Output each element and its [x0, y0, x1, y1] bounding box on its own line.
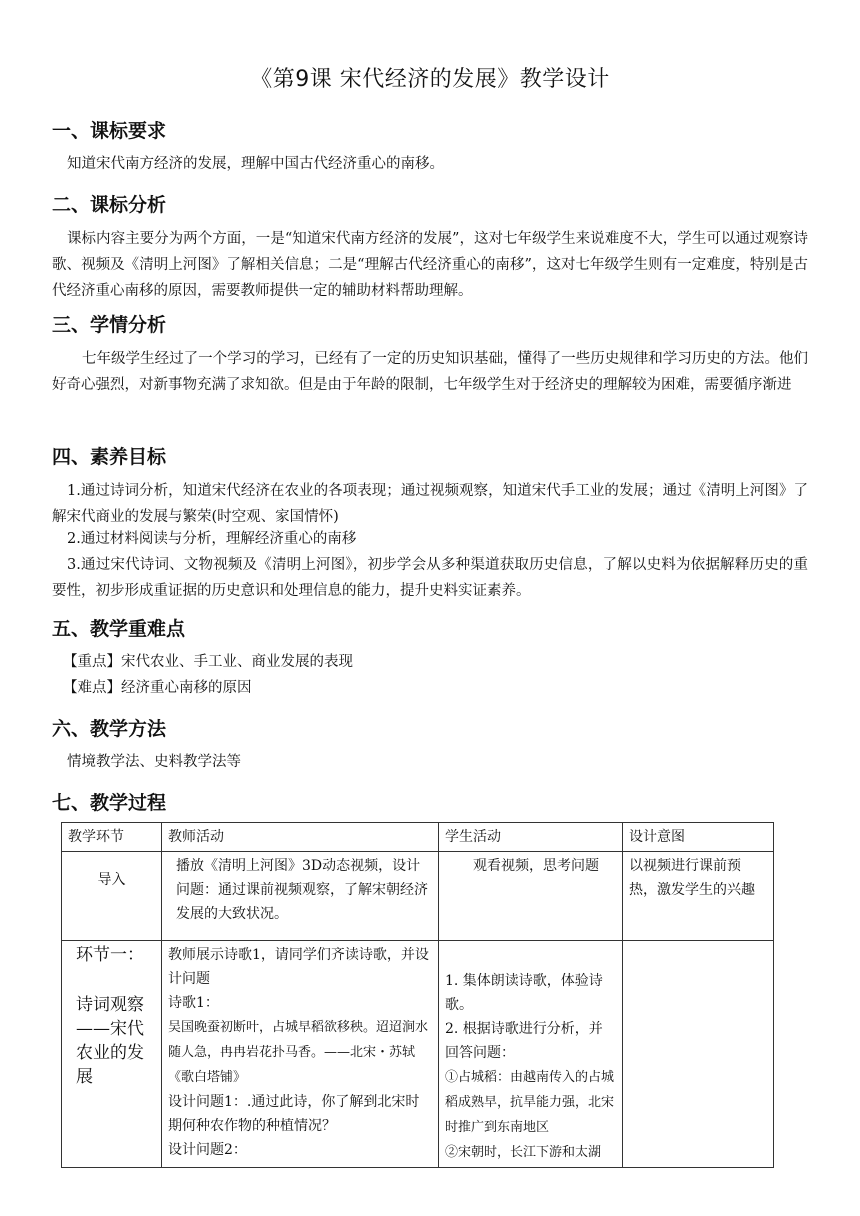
section-heading-7: 七、教学过程 — [52, 792, 167, 814]
teacher-activity-cell — [162, 941, 439, 1168]
table-header-cell: 教师活动 — [162, 823, 439, 852]
goal-item-2: 2.通过材料阅读与分析，理解经济重心的南移 — [67, 531, 357, 547]
teacher-text: 诗歌1： — [168, 995, 219, 1011]
section-heading-2: 二、课标分析 — [52, 194, 167, 216]
section-heading-4: 四、素养目标 — [52, 446, 167, 468]
goal-item-3: 3.通过宋代诗词、文物视频及《清明上河图》，初步学会从多种渠道获取历史信息，了解以史料为依据解释历史的重要性，初步形成重证据的历史意识和处理信息的能力，提升史料实证素养。 — [52, 557, 808, 599]
table-header-cell: 教学环节 — [62, 823, 162, 852]
teacher-text: 教师展示诗歌1，请同学们齐读诗歌，并设计问题 — [168, 947, 429, 987]
design-intent-cell — [623, 941, 774, 1168]
poem-text: 吴国晚蚕初断叶，占城早稻欲移秧。迢迢涧水随人急，冉冉岩花扑马香。——北宋・苏轼《歌白塔铺》 — [168, 1020, 429, 1085]
table-row — [62, 941, 774, 1168]
section-text-6: 情境教学法、史料教学法等 — [67, 754, 241, 770]
student-text: 2. 根据诗歌进行分析，并回答问题： — [445, 1021, 603, 1061]
stage-cell — [62, 941, 162, 1168]
stage-title: 诗词观察——宋代农业的发展 — [76, 995, 144, 1087]
stage-label: 环节一： — [76, 945, 144, 965]
stage-cell: 导入 — [62, 852, 162, 941]
student-text: ②宋朝时，长江下游和太湖 — [445, 1145, 602, 1160]
teacher-activity-cell: 播放《清明上河图》3D动态视频，设计问题：通过课前视频观察，了解宋朝经济发展的大致状况。 — [162, 852, 439, 941]
section-text-1: 知道宋代南方经济的发展，理解中国古代经济重心的南移。 — [67, 156, 444, 172]
table-header-row — [62, 823, 774, 852]
section-text-2: 课标内容主要分为两个方面，一是“知道宋代南方经济的发展”，这对七年级学生来说难度不大，学生可以通过观察诗歌、视频及《清明上河图》了解相关信息；二是“理解古代经济重心的南移”，这对七年级学生则有一定难度，特别是古代经济重心南移的原因，需要教师提供一定的辅助材料帮助理解。 — [52, 231, 808, 299]
student-text: 1. 集体朗读诗歌，体验诗歌。 — [445, 973, 603, 1013]
section-heading-5: 五、教学重难点 — [52, 618, 186, 640]
student-activity-cell — [439, 941, 623, 1168]
teacher-text: 设计问题1：.通过此诗，你了解到北宋时期何种农作物的种植情况？ — [168, 1094, 420, 1134]
table-header-cell: 设计意图 — [623, 823, 774, 852]
student-activity-cell: 观看视频，思考问题 — [439, 852, 623, 941]
difficult-point: 【难点】经济重心南移的原因 — [63, 680, 252, 696]
teacher-text: 设计问题2： — [168, 1142, 247, 1158]
key-point: 【重点】宋代农业、手工业、商业发展的表现 — [63, 654, 353, 670]
student-text: ①占城稻：由越南传入的占城稻成熟早，抗旱能力强，北宋时推广到东南地区 — [445, 1070, 615, 1135]
goal-item-1: 1.通过诗词分析，知道宋代经济在农业的各项表现；通过视频观察，知道宋代手工业的发展；通过《清明上河图》了解宋代商业的发展与繁荣(时空观、家国情怀) — [52, 483, 808, 525]
document-title: 《第9课 宋代经济的发展》教学设计 — [250, 67, 610, 92]
section-text-3: 七年级学生经过了一个学习的学习，已经有了一定的历史知识基础，懂得了一些历史规律和学习历史的方法。他们好奇心强烈，对新事物充满了求知欲。但是由于年龄的限制，七年级学生对于经济史的理解较为困难，需要循序渐进 — [52, 351, 808, 393]
table-row — [62, 852, 774, 941]
section-heading-3: 三、学情分析 — [52, 314, 167, 336]
table-header-cell: 学生活动 — [439, 823, 623, 852]
design-intent-cell: 以视频进行课前预热，激发学生的兴趣 — [623, 852, 774, 941]
section-heading-6: 六、教学方法 — [52, 718, 167, 740]
teaching-process-table — [61, 822, 774, 1168]
section-heading-1: 一、课标要求 — [52, 120, 167, 142]
